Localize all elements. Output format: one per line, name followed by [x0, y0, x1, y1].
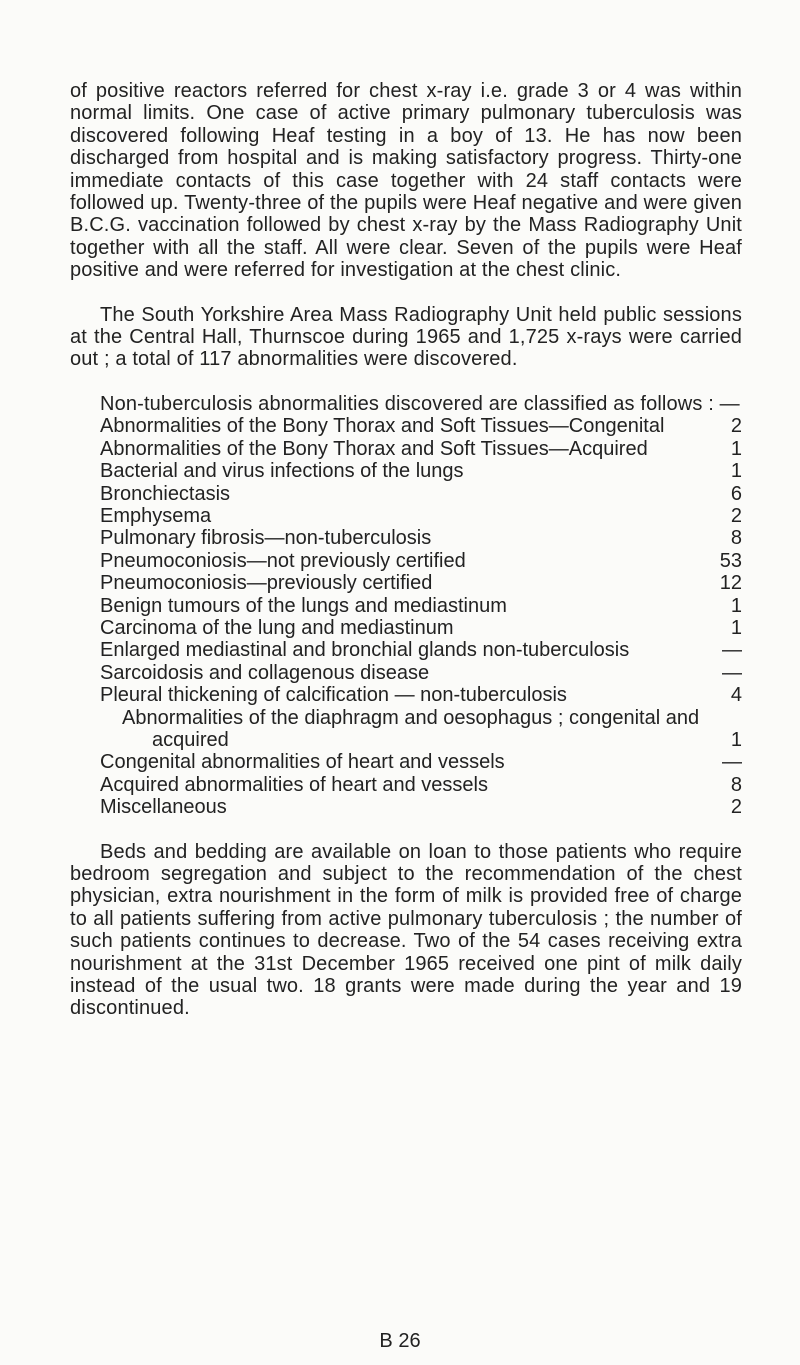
abnormalities-table — [100, 415, 742, 818]
table-row — [100, 751, 742, 773]
table-row — [100, 550, 742, 572]
row-value: 53 — [719, 549, 742, 572]
table-row — [100, 774, 742, 796]
table-row — [100, 438, 742, 460]
row-value: 1 — [730, 616, 742, 639]
paragraph-mass-radiography: The South Yorkshire Area Mass Radiography Unit held public sessions at the Central Hall, Thurnscoe during 1965 and 1,725 x-rays were carried out ; a total of 117 abnormalities were discovered. — [70, 303, 742, 371]
row-value: 8 — [730, 773, 742, 796]
document-page — [70, 80, 742, 1020]
row-value: 2 — [730, 415, 742, 438]
table-row — [100, 684, 742, 706]
row-value: 6 — [730, 482, 742, 505]
row-label: Emphysema — [100, 504, 212, 527]
row-value: — — [722, 661, 742, 684]
table-row — [100, 796, 742, 818]
table-row — [100, 595, 742, 617]
row-value: 1 — [730, 437, 742, 460]
row-label: Pulmonary fibrosis—non-tuberculosis — [100, 527, 432, 550]
row-label: Carcinoma of the lung and mediastinum — [100, 616, 454, 639]
table-row — [100, 572, 742, 594]
row-label: Miscellaneous — [100, 796, 227, 819]
row-label: Abnormalities of the Bony Thorax and Soft Tissues—Congenital — [100, 415, 665, 438]
row-label: Bacterial and virus infections of the lungs — [100, 460, 464, 483]
table-row — [100, 639, 742, 661]
row-value: 2 — [730, 504, 742, 527]
row-label: Pneumoconiosis—not previously certified — [100, 549, 466, 572]
row-label: Sarcoidosis and collagenous disease — [100, 661, 430, 684]
table-row — [100, 505, 742, 527]
row-label: Congenital abnormalities of heart and vessels — [100, 751, 505, 774]
paragraph-classification-intro: Non-tuberculosis abnormalities discovered are classified as follows : — — [100, 392, 740, 415]
row-value: 1 — [730, 594, 742, 617]
row-value: 4 — [730, 684, 742, 707]
table-row — [100, 460, 742, 482]
row-value: — — [722, 639, 742, 662]
row-label: Abnormalities of the Bony Thorax and Soft Tissues—Acquired — [100, 437, 648, 460]
paragraph-beds-and-nourishment: Beds and bedding are available on loan to those patients who require bedroom segregation and subject to the recommendation of the chest physician, extra nourishment in the form of milk is provided free of charge to all patients suffering from active pulmonary tuberculosis ; the number of such patients continues to decrease. Two of the 54 cases receiving extra nourishment at the 31st December 1965 received one pint of milk daily instead of the usual two. 18 grants were made during the year and 19 discontinued. — [70, 840, 742, 1020]
row-value: 12 — [719, 572, 742, 595]
table-row — [100, 662, 742, 684]
page-number: B 26 — [379, 1330, 421, 1352]
table-row — [100, 415, 742, 437]
row-label: Bronchiectasis — [100, 482, 231, 505]
row-label: Benign tumours of the lungs and mediastinum — [100, 594, 507, 617]
table-row — [100, 483, 742, 505]
row-value: 1 — [730, 728, 742, 751]
paragraph-heaf-testing: of positive reactors referred for chest x-ray i.e. grade 3 or 4 was within normal limits. One case of active primary pulmonary tuberculosis was discovered following Heaf testing in a boy of 13. He has now been discharged from hospital and is making satisfactory progress. Thirty-one immediate contacts of this case together with 24 staff contacts were followed up. Twenty-three of the pupils were Heaf negative and were given B.C.G. vaccination followed by chest x-ray by the Mass Radiography Unit together with all the staff. All were clear. Seven of the pupils were Heaf positive and were referred for investigation at the chest clinic. — [70, 80, 742, 282]
row-value: 8 — [730, 527, 742, 550]
table-row — [100, 527, 742, 549]
table-row — [100, 617, 742, 639]
table-row — [100, 707, 742, 752]
row-value: — — [722, 751, 742, 774]
row-value: 1 — [730, 460, 742, 483]
row-label: Acquired abnormalities of heart and vessels — [100, 773, 488, 796]
row-label: Abnormalities of the diaphragm and oesophagus ; congenital and acquired — [122, 706, 700, 751]
row-label: Pleural thickening of calcification — non-tuberculosis — [100, 684, 567, 707]
row-label: Enlarged mediastinal and bronchial glands non-tuberculosis — [100, 639, 630, 662]
row-label: Pneumoconiosis—previously certified — [100, 572, 433, 595]
row-value: 2 — [730, 796, 742, 819]
